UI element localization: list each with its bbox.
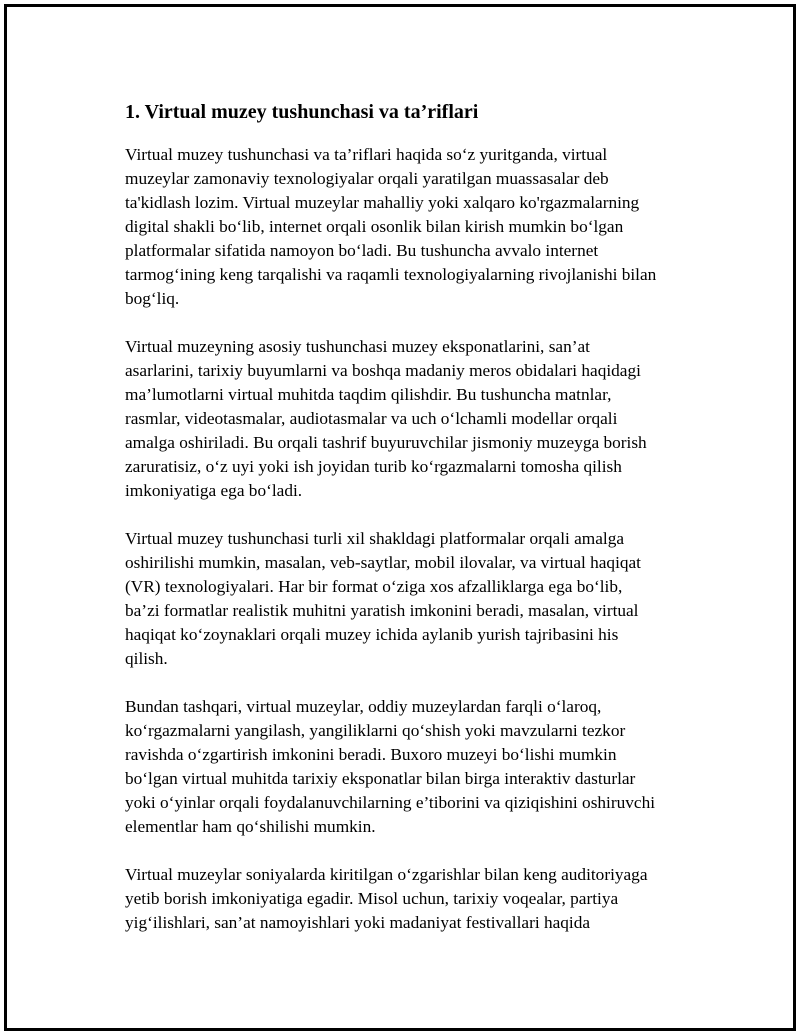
paragraph-line: amalga oshiriladi. Bu orqali tashrif buyuruvchilar jismoniy muzeyga borish bbox=[125, 433, 647, 452]
paragraph-line: elementlar ham qo‘shilishi mumkin. bbox=[125, 817, 376, 836]
paragraph-5 bbox=[125, 863, 695, 935]
paragraph-line: Virtual muzeylar soniyalarda kiritilgan o‘zgarishlar bilan keng auditoriyaga bbox=[125, 865, 648, 884]
paragraph-line: zaruratisiz, o‘z uyi yoki ish joyidan turib ko‘rgazmalarni tomosha qilish bbox=[125, 457, 622, 476]
paragraph-line: asarlarini, tarixiy buyumlarni va boshqa madaniy meros obidalari haqidagi bbox=[125, 361, 641, 380]
paragraph-line: ma’lumotlarni virtual muhitda taqdim qilishdir. Bu tushuncha matnlar, bbox=[125, 385, 612, 404]
paragraph-line: digital shakli bo‘lib, internet orqali osonlik bilan kirish mumkin bo‘lgan bbox=[125, 217, 624, 236]
paragraph-line: (VR) texnologiyalari. Har bir format o‘ziga xos afzalliklarga ega bo‘lib, bbox=[125, 577, 623, 596]
paragraph-line: qilish. bbox=[125, 649, 168, 668]
paragraph-line: Virtual muzey tushunchasi va ta’riflari haqida so‘z yuritganda, virtual bbox=[125, 145, 608, 164]
paragraph-line: ko‘rgazmalarni yangilash, yangiliklarni qo‘shish yoki mavzularni tezkor bbox=[125, 721, 626, 740]
page-content bbox=[125, 99, 695, 959]
paragraph-line: muzeylar zamonaviy texnologiyalar orqali yaratilgan muassasalar deb bbox=[125, 169, 609, 188]
paragraph-line: bo‘lgan virtual muhitda tarixiy eksponatlar bilan birga interaktiv dasturlar bbox=[125, 769, 636, 788]
paragraph-line: rasmlar, videotasmalar, audiotasmalar va uch o‘lchamli modellar orqali bbox=[125, 409, 618, 428]
paragraph-line: Virtual muzey tushunchasi turli xil shakldagi platformalar orqali amalga bbox=[125, 529, 625, 548]
paragraph-line: platformalar sifatida namoyon bo‘ladi. Bu tushuncha avvalo internet bbox=[125, 241, 599, 260]
paragraph-1 bbox=[125, 143, 695, 311]
paragraph-line: haqiqat ko‘zoynaklari orqali muzey ichida aylanib yurish tajribasini his bbox=[125, 625, 619, 644]
paragraph-line: tarmog‘ining keng tarqalishi va raqamli texnologiyalarning rivojlanishi bilan bbox=[125, 265, 657, 284]
paragraph-line: Bundan tashqari, virtual muzeylar, oddiy muzeylardan farqli o‘laroq, bbox=[125, 697, 602, 716]
paragraph-line: ravishda o‘zgartirish imkonini beradi. Buxoro muzeyi bo‘lishi mumkin bbox=[125, 745, 617, 764]
paragraph-line: yetib borish imkoniyatiga egadir. Misol uchun, tarixiy voqealar, partiya bbox=[125, 889, 619, 908]
paragraph-4 bbox=[125, 695, 695, 839]
page-frame bbox=[4, 4, 796, 1031]
paragraph-line: bog‘liq. bbox=[125, 289, 180, 308]
paragraph-line: Virtual muzeyning asosiy tushunchasi muzey eksponatlarini, san’at bbox=[125, 337, 590, 356]
paragraph-line: ta'kidlash lozim. Virtual muzeylar mahalliy yoki xalqaro ko'rgazmalarning bbox=[125, 193, 640, 212]
paragraph-line: ba’zi formatlar realistik muhitni yaratish imkonini beradi, masalan, virtual bbox=[125, 601, 639, 620]
paragraph-line: oshirilishi mumkin, masalan, veb-saytlar, mobil ilovalar, va virtual haqiqat bbox=[125, 553, 641, 572]
paragraph-3 bbox=[125, 527, 695, 671]
paragraph-2 bbox=[125, 335, 695, 503]
paragraph-line: yig‘ilishlari, san’at namoyishlari yoki madaniyat festivallari haqida bbox=[125, 913, 591, 932]
paragraph-line: yoki o‘yinlar orqali foydalanuvchilarning e’tiborini va qiziqishini oshiruvchi bbox=[125, 793, 656, 812]
section-heading: 1. Virtual muzey tushunchasi va ta’riflari bbox=[125, 101, 479, 123]
paragraph-line: imkoniyatiga ega bo‘ladi. bbox=[125, 481, 303, 500]
